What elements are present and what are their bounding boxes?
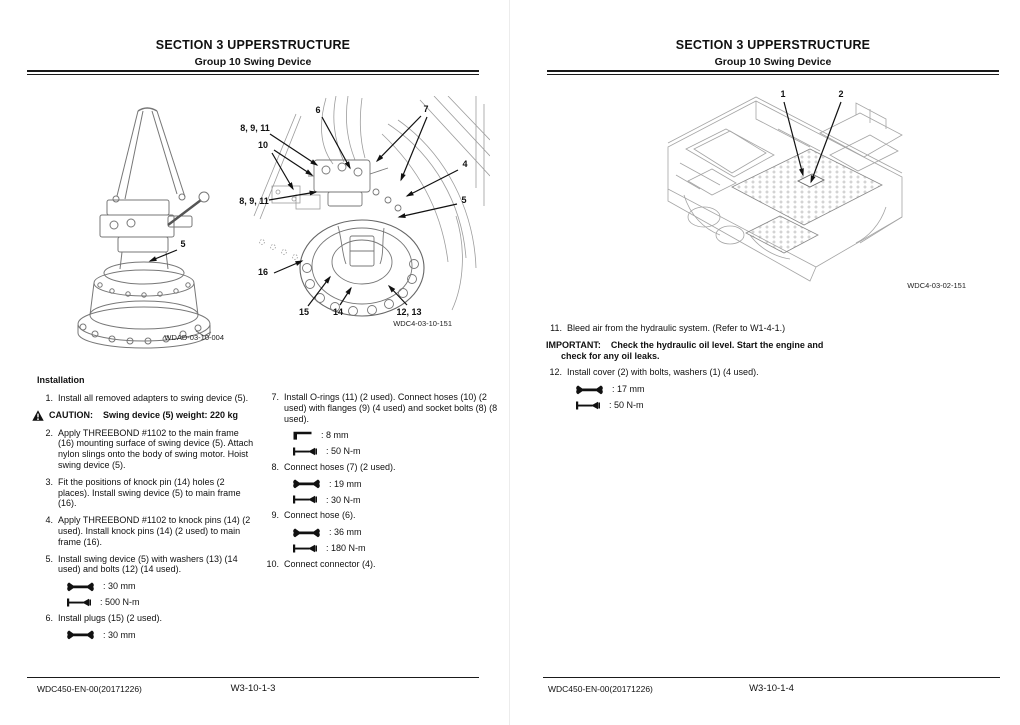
warning-icon xyxy=(32,410,44,421)
step-text: Install O-rings (11) (2 used). Connect hoses (10) (2 used) with flanges (9) (4 used) and socket bolts (8) (8 used). xyxy=(284,392,498,424)
spec-value: : 50 N-m xyxy=(609,399,644,410)
step-number: 3. xyxy=(45,476,53,487)
instruction-step xyxy=(37,393,256,404)
callout-label: 10 xyxy=(257,140,269,150)
page-number: W3-10-1-4 xyxy=(749,683,794,694)
instruction-step xyxy=(546,323,851,334)
instruction-step xyxy=(263,510,510,521)
instruction-step xyxy=(37,613,256,624)
instruction-step xyxy=(37,515,256,547)
tool-spec-line xyxy=(293,446,510,457)
callout-label: 5 xyxy=(461,195,467,205)
important-note xyxy=(546,340,851,362)
step-number: 9. xyxy=(271,510,279,521)
spec-value: : 36 mm xyxy=(329,527,362,538)
tool-spec-line xyxy=(293,543,510,554)
torque-wrench-icon xyxy=(576,401,600,410)
section-title: SECTION 3 UPPERSTRUCTURE xyxy=(155,38,351,52)
step-text: Bleed air from the hydraulic system. (Refer to W1-4-1.) xyxy=(567,323,786,333)
callout-label: 1 xyxy=(780,89,786,99)
step-text: Install plugs (15) (2 used). xyxy=(58,612,163,623)
instruction-step xyxy=(263,392,510,424)
swing-device-line-art xyxy=(50,103,246,349)
important-text: Check the hydraulic oil level. Start the engine and check for any oil leaks. xyxy=(561,339,824,361)
callout-label: 12, 13 xyxy=(396,307,422,317)
figure-swing-device-exploded xyxy=(238,96,490,334)
wrench-icon xyxy=(576,385,603,395)
wrench-icon xyxy=(293,528,320,538)
tool-spec-line xyxy=(576,384,851,395)
step-text: Install swing device (5) with washers (13) (14 used) and bolts (12) (14 used). xyxy=(58,553,238,575)
spec-value: : 50 N-m xyxy=(326,446,361,457)
upperstructure-line-art xyxy=(660,85,910,290)
step-number: 2. xyxy=(45,427,53,438)
step-number: 10. xyxy=(266,558,279,569)
spec-value: : 19 mm xyxy=(329,478,362,489)
tool-spec-line xyxy=(576,400,851,411)
callout-label: 6 xyxy=(315,105,321,115)
spec-value: : 30 mm xyxy=(103,581,136,592)
step-text: Apply THREEBOND #1102 to knock pins (14) (2 used). Install knock pins (14) (2 used) to main frame (16). xyxy=(58,515,251,547)
torque-wrench-icon xyxy=(293,447,317,456)
tool-spec-line xyxy=(293,430,510,441)
callout-label: 14 xyxy=(332,307,344,317)
figure-caption: WDAD-03-10-004 xyxy=(164,333,224,342)
figure-caption: WDC4-03-02-151 xyxy=(907,281,966,290)
callout-label: 5 xyxy=(180,239,186,249)
header-rule xyxy=(547,70,999,75)
step-number: 5. xyxy=(45,553,53,564)
step-number: 11. xyxy=(550,323,562,333)
page-header xyxy=(547,38,999,68)
spec-value: : 180 N-m xyxy=(326,542,366,553)
tool-spec-line xyxy=(293,495,510,506)
step-text: Install cover (2) with bolts, washers (1) (4 used). xyxy=(567,367,759,378)
callout-label: 7 xyxy=(423,104,429,114)
text-column xyxy=(546,323,851,416)
wrench-icon xyxy=(67,582,94,592)
figure-swing-device-hoist xyxy=(50,103,246,349)
instruction-step xyxy=(263,559,510,570)
tool-spec-line xyxy=(67,581,256,592)
figure-caption: WDC4-03-10-151 xyxy=(393,319,452,328)
step-text: Install all removed adapters to swing device (5). xyxy=(58,392,249,403)
callout-label: 8, 9, 11 xyxy=(240,123,270,133)
torque-wrench-icon xyxy=(67,598,91,607)
wrench-icon xyxy=(67,630,94,640)
callout-label: 2 xyxy=(838,89,844,99)
text-column-right xyxy=(263,392,510,576)
figure-upperstructure-cover xyxy=(660,85,910,290)
text-column-left xyxy=(37,375,256,645)
instruction-step xyxy=(37,554,256,576)
callout-label: 4 xyxy=(462,159,468,169)
footer-rule xyxy=(27,677,479,678)
important-label: IMPORTANT: xyxy=(546,339,601,350)
callout-label: 8, 9, 11 xyxy=(239,196,269,206)
instruction-step xyxy=(263,462,510,473)
caution-text: Swing device (5) weight: 220 kg xyxy=(103,409,239,420)
caution-label: CAUTION: xyxy=(49,409,93,420)
step-number: 6. xyxy=(45,612,53,623)
instruction-step xyxy=(546,367,851,378)
spec-value: : 30 mm xyxy=(103,629,136,640)
wrench-icon xyxy=(293,479,320,489)
group-title: Group 10 Swing Device xyxy=(714,56,832,68)
step-text: Connect connector (4). xyxy=(284,558,376,569)
step-text: Connect hose (6). xyxy=(284,510,356,521)
step-text: Connect hoses (7) (2 used). xyxy=(284,461,396,472)
step-text: Fit the positions of knock pin (14) holes (2 places). Install swing device (5) to main frame (16). xyxy=(58,476,241,509)
group-title: Group 10 Swing Device xyxy=(194,56,312,68)
step-number: 7. xyxy=(271,392,279,402)
doc-code: WDC450-EN-00(20171226) xyxy=(37,684,142,694)
torque-wrench-icon xyxy=(293,544,317,553)
torque-wrench-icon xyxy=(293,495,317,504)
step-text: Apply THREEBOND #1102 to the main frame (16) mounting surface of swing device (5). Attach nylon slings onto the body of swing motor. Hoist swing device (5). xyxy=(58,427,254,470)
step-number: 12. xyxy=(549,367,562,378)
spec-value: : 30 N-m xyxy=(326,494,361,505)
callout-label: 15 xyxy=(298,307,310,317)
tool-spec-line xyxy=(67,630,256,641)
step-number: 4. xyxy=(45,515,53,526)
step-number: 1. xyxy=(45,392,53,403)
tool-spec-line xyxy=(293,527,510,538)
instruction-step xyxy=(37,477,256,509)
instruction-step xyxy=(37,428,256,471)
callout-label: 16 xyxy=(257,267,269,277)
doc-code: WDC450-EN-00(20171226) xyxy=(548,684,653,694)
exploded-view-line-art xyxy=(238,96,490,334)
section-title: SECTION 3 UPPERSTRUCTURE xyxy=(675,38,871,52)
tool-spec-line xyxy=(67,597,256,608)
tool-spec-line xyxy=(293,479,510,490)
page-divider xyxy=(509,0,510,725)
installation-heading: Installation xyxy=(37,375,85,385)
spec-value: : 500 N-m xyxy=(100,596,140,607)
hex-key-icon xyxy=(293,431,312,440)
header-rule xyxy=(27,70,479,75)
page-header xyxy=(27,38,479,68)
step-number: 8. xyxy=(271,461,279,472)
spec-value: : 8 mm xyxy=(321,430,349,441)
page-number: W3-10-1-3 xyxy=(230,683,276,694)
footer-rule xyxy=(543,677,1000,678)
spec-value: : 17 mm xyxy=(612,384,645,395)
caution-note xyxy=(32,410,256,421)
